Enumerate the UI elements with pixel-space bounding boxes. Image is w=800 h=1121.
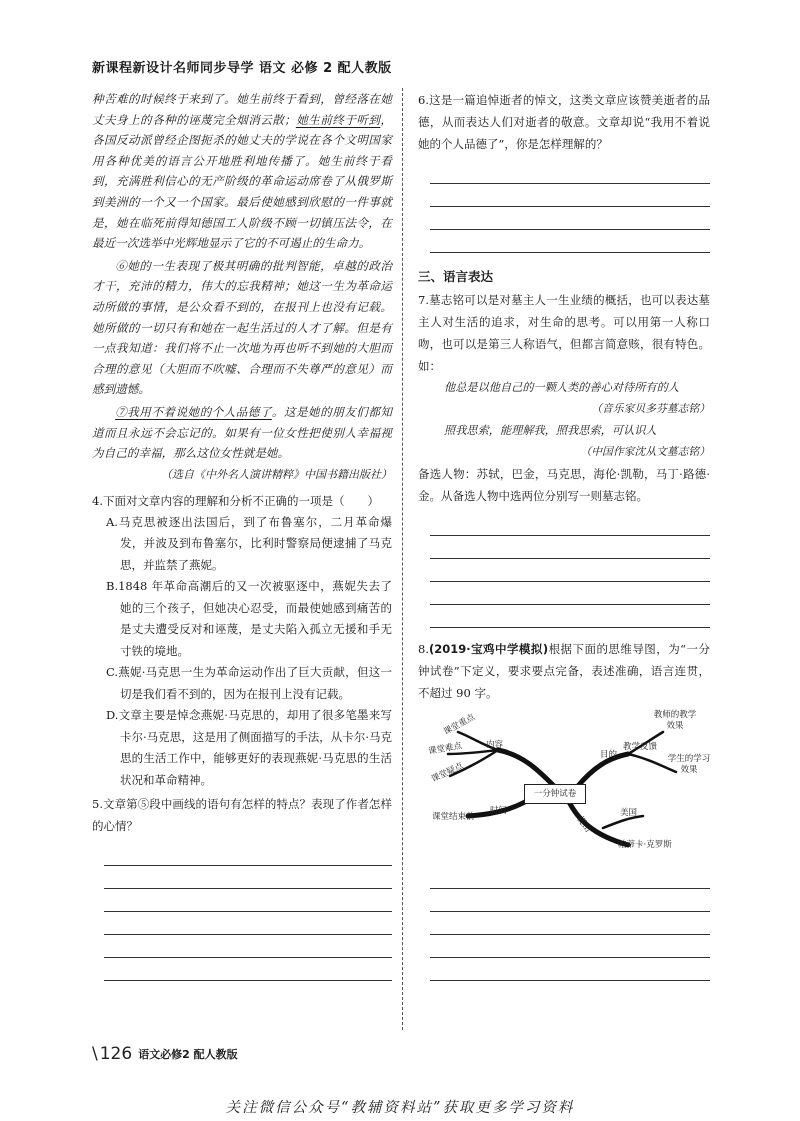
question-8-text: 根据下面的思维导图，为“一分钟试卷”下定义，要求要点完备，表述准确，语言连贯，不超过 90 字。 [418,642,710,700]
question-4-option-c[interactable]: C.燕妮·马克思一生为革命运动作出了巨大贡献，但这一切是我们看不到的，因为在报刊上没有记载。 [106,665,392,701]
passage-text: ，各国反动派曾经企图扼杀的她丈夫的学说在各个文明国家用各种优美的语言公开地胜利地传播了。她生前终于看到，充满胜利信心的无产阶级的革命运动席卷了从俄罗斯到美洲的一个又一个国家。最后使她感到欣慰的一件事就是，她在临死前得知德国工人阶级不顾一切镇压法令，在最近一次选举中光辉地显示了它的不可遏止的生命力。 [92,112,392,251]
answer-line[interactable] [430,866,710,889]
answer-line[interactable] [104,935,392,958]
answer-line[interactable] [430,912,710,935]
passage-source: （选自《中外名人演讲精粹》中国书籍出版社） [161,467,392,481]
section-title: 三、语言表达 [418,269,494,284]
answer-line[interactable] [430,559,710,582]
question-8-answer-lines[interactable] [418,866,710,981]
answer-line[interactable] [430,230,710,253]
mind-map-teacher-effect: 教师的教学效果 [653,710,697,731]
answer-line[interactable] [430,582,710,605]
question-8-source-tag: (2019·宝鸡中学模拟) [428,642,549,656]
answer-line[interactable] [104,889,392,912]
question-5-answer-lines[interactable] [92,843,392,981]
mind-map-purpose: 目的 [600,750,618,760]
answer-line[interactable] [430,184,710,207]
underlined-sentence: 她生前终于听到 [295,112,381,127]
mind-map-center: 一分钟试卷 [524,784,586,804]
question-4-option-b[interactable]: B.1848 年革命高潮后的又一次被驱逐中，燕妮失去了她的三个孩子，但她决心忍受，而最使她感到痛苦的是丈夫遭受反对和诬蔑，是丈夫陷入孤立无援和手无寸铁的境地。 [106,579,392,658]
question-5-stem: 5.文章第⑤段中画线的语句有怎样的特点？表现了作者怎样的心情？ [92,797,392,834]
page-footer [92,1044,238,1064]
mind-map [428,710,728,860]
mind-map-usa: 美国 [620,808,638,818]
answer-line[interactable] [430,161,710,184]
page-header: 新课程新设计名师同步导学 语文 必修 2 配人教版 [92,61,392,76]
underlined-sentence: ⑦我用不着说她的个人品德了 [115,404,272,419]
answer-line[interactable] [104,912,392,935]
answer-line[interactable] [430,536,710,559]
question-6-answer-lines[interactable] [418,161,710,253]
answer-line[interactable] [104,843,392,866]
mind-map-proposer: 提出 [574,814,593,835]
epitaph-shen-congwen-source: （中国作家沈从文墓志铭） [580,445,710,458]
answer-line[interactable] [430,207,710,230]
passage-paragraph-7 [92,402,392,464]
answer-line[interactable] [430,889,710,912]
epitaph-beethoven: 他总是以他自己的一颗人类的善心对待所有的人 [444,381,679,394]
column-divider [402,88,403,1030]
mind-map-difficulty: 课堂难点 [427,741,463,757]
question-4-stem: 4.下面对文章内容的理解和分析不正确的一项是（ ） [92,493,379,508]
answer-line[interactable] [430,958,710,981]
mind-map-student-effect: 学生的学习效果 [667,754,711,775]
question-7-answer-lines[interactable] [418,513,710,628]
answer-line[interactable] [430,513,710,536]
question-7-stem: 7.墓志铭可以是对墓主人一生业绩的概括，也可以表达墓主人对生活的追求，对生命的思考。可以用第一人称口吻，也可以是第三人称语气，但都言简意赅，很有特色。如： [418,293,710,373]
mind-map-time: 时间 [490,806,508,816]
mind-map-doubt: 课堂疑点 [429,761,465,785]
mind-map-before-class-ends: 课堂结束前 [432,812,475,822]
footer-book-title: 语文必修2 配人教版 [138,1048,238,1061]
page-number-value: 126 [99,1044,133,1064]
passage-text: 。这是她的朋友们都知道而且永远不会忘记的。如果有一位女性把使别人幸福视为自己的幸福，那么这位女性就是她。 [92,404,392,461]
mind-map-content: 内容 [486,740,504,750]
passage-paragraph-6: ⑥她的一生表现了极其明确的批判智能，卓越的政治才干，充沛的精力，伟大的忘我精神；她这一生为革命运动所做的事情，是公众看不到的，在报刊上也没有记载。她所做的一切只有和她在一起生活过的人才了解。但是有一点我知道：我们将不止一次地为再也听不到她的大胆而合理的意见（大胆而不吹嘘、合理而不失尊严的意见）而感到遗憾。 [92,258,392,397]
watermark-text: 关注微信公众号“教辅资料站”获取更多学习资料 [225,1100,575,1116]
question-4-option-a[interactable]: A.马克思被逐出法国后，到了布鲁塞尔，二月革命爆发，并波及到布鲁塞尔，比利时警察局便逮捕了马克思，并监禁了燕妮。 [106,514,392,572]
passage-text: 种苦难的时候终于来到了。她生前终于看到，曾经落在她丈夫身上的各种的诬蔑完全烟消云散； [92,92,392,127]
left-column [92,89,392,981]
passage-paragraph-5 [92,89,392,254]
answer-line[interactable] [430,935,710,958]
epitaph-beethoven-source: （音乐家贝多芬墓志铭） [591,402,710,415]
answer-line[interactable] [104,866,392,889]
question-4-option-d[interactable]: D.文章主要是悼念燕妮·马克思的，却用了很多笔墨来写卡尔·马克思，这是用了侧面描写的手法，从卡尔·马克思的生活工作中，能够更好的表现燕妮·马克思的生活状况和革命精神。 [106,708,392,787]
branch-content [498,750,554,786]
right-column [418,89,710,981]
mind-map-person: 帕蒂卡·克罗斯 [618,840,672,850]
question-6-stem: 6.这是一篇追悼逝者的悼文，这类文章应该赞美逝者的品德，从而表达人们对逝者的敬意。文章却说“我用不着说她的个人品德了”，你是怎样理解的？ [418,93,710,151]
question-8-stem [418,638,710,704]
page-number: \ 126 [92,1044,133,1064]
mind-map-feedback: 教学反馈 [623,742,658,752]
question-7-task: 备选人物：苏轼，巴金，马克思，海伦·凯勒，马丁·路德·金。从备选人物中选两位分别写一则墓志铭。 [418,467,710,503]
mind-map-key-point: 课堂重点 [442,712,477,738]
question-8-number: 8. [418,642,429,656]
answer-line[interactable] [430,605,710,628]
epitaph-shen-congwen: 照我思索，能理解我，照我思索，可认识人 [444,424,657,437]
answer-line[interactable] [104,958,392,981]
